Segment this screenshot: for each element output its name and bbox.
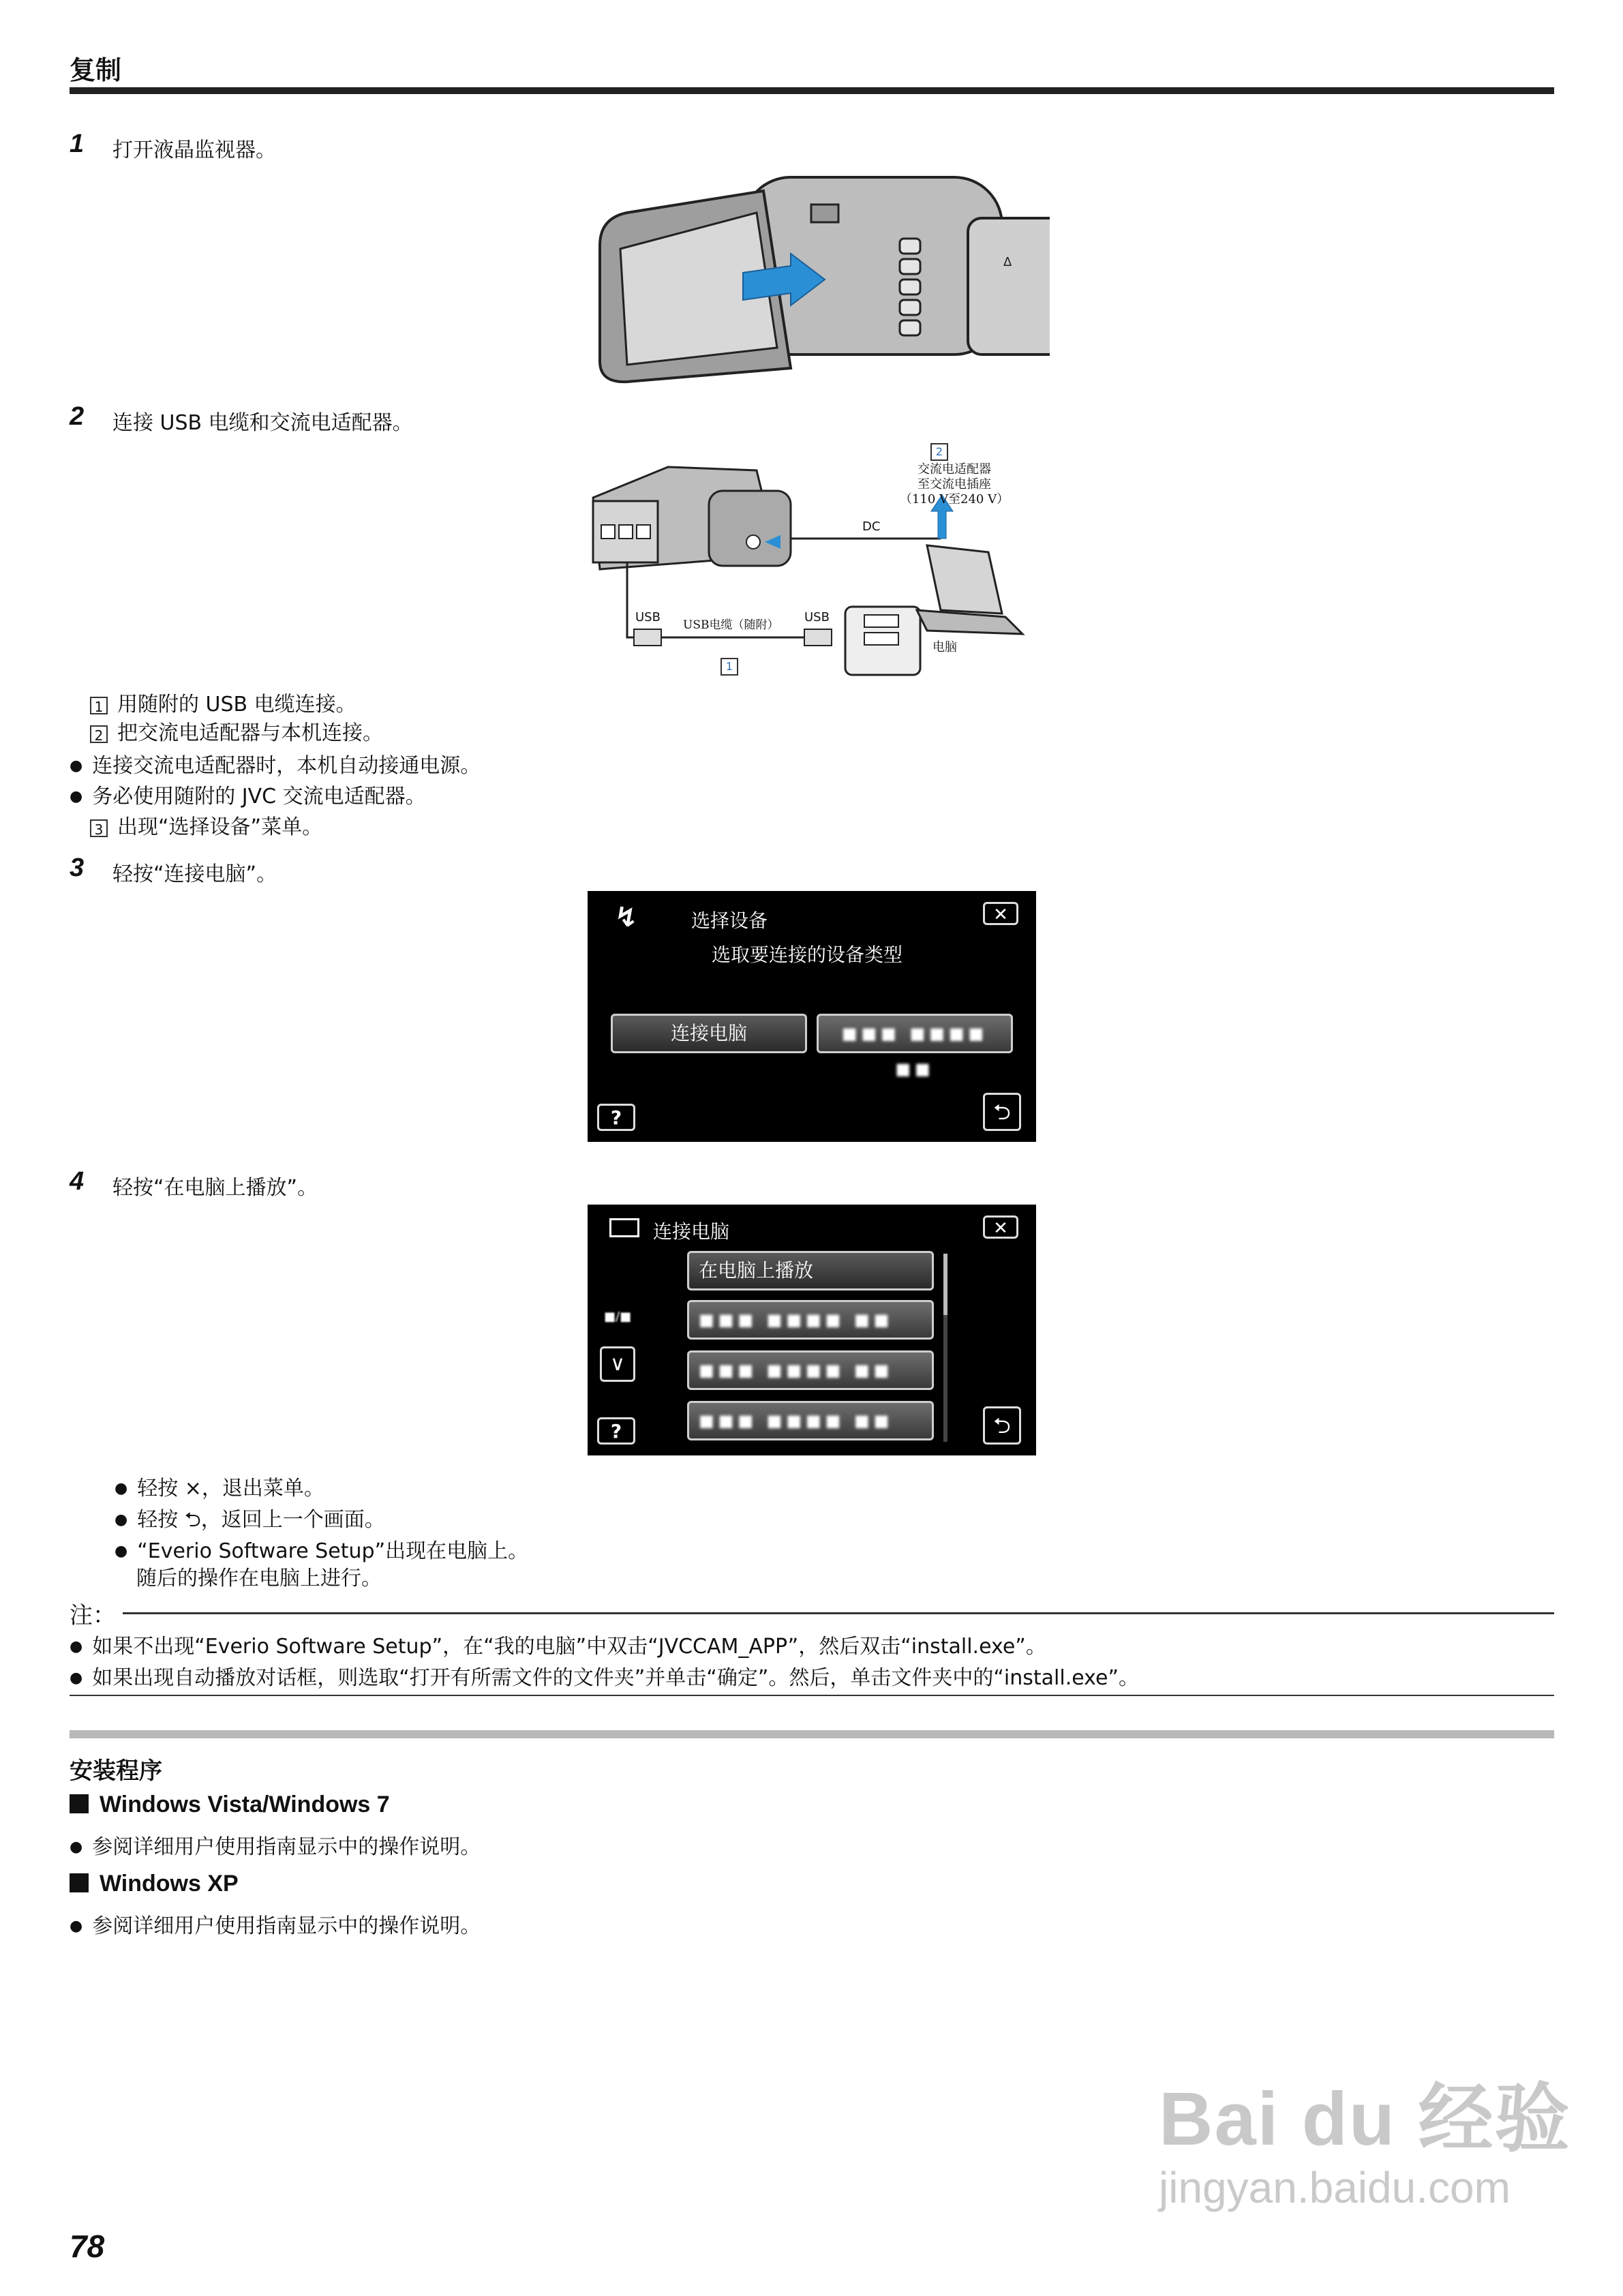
- connect-pc-screen: [588, 1205, 1036, 1455]
- screen2-title: 连接电脑: [653, 1220, 730, 1243]
- adapter-line-1: 交流电适配器: [917, 462, 991, 477]
- note-top-rule: [123, 1612, 1554, 1614]
- step-4-text: 轻按“在电脑上播放”。: [112, 1176, 318, 1200]
- note-bottom-rule: [70, 1695, 1554, 1696]
- diagram-label-2: 2: [930, 443, 948, 461]
- step2-note-1: [90, 687, 357, 717]
- menu-item-3[interactable]: [687, 1350, 934, 1390]
- monitor-icon: [609, 1218, 639, 1237]
- step-4-number: 4: [70, 1167, 85, 1196]
- step-2-number: 2: [70, 402, 85, 431]
- blurred-label: ■■■ ■■■■ ■■: [699, 1411, 894, 1430]
- page-counter: ■/■: [604, 1310, 632, 1324]
- menu-item-2[interactable]: [687, 1300, 934, 1340]
- step2-note-2: [90, 716, 383, 746]
- connect-icon: ↯: [615, 902, 638, 933]
- watermark-brand: Bai du 经验: [1159, 2077, 1571, 2161]
- step2-note-3: [90, 810, 322, 840]
- diagram-label-1: 1: [721, 658, 738, 676]
- note-item-1: ● 如果不出现“Everio Software Setup”，在“我的电脑”中双击“JVCCAM_APP”，然后双击“install.exe”。: [70, 1629, 1046, 1659]
- step2-note-2-text: 把交流电适配器与本机连接。: [117, 721, 383, 745]
- usb-cable-label: USB电缆（随附）: [683, 618, 779, 632]
- step2-note-1-text: 用随附的 USB 电缆连接。: [117, 693, 357, 716]
- blurred-label: ■■■ ■■■■ ■■: [699, 1310, 894, 1329]
- blurred-label: ■■■ ■■■■ ■■: [841, 1024, 988, 1078]
- step2-note-3-text: 出现“选择设备”菜单。: [117, 815, 323, 839]
- note-item-2: ● 如果出现自动播放对话框，则选取“打开有所需文件的文件夹”并单击“确定”。然后，单击文件夹中的“install.exe”。: [70, 1661, 1139, 1691]
- note-marker-2: 2: [90, 725, 108, 743]
- usb-right-label: USB: [804, 610, 830, 624]
- step-1-text: 打开液晶监视器。: [112, 138, 276, 162]
- step-2-text: 连接 USB 电缆和交流电适配器。: [112, 411, 413, 435]
- install-heading: 安装程序: [70, 1757, 162, 1785]
- computer-label: 电脑: [932, 640, 957, 654]
- screen1-title: 选择设备: [691, 909, 768, 932]
- xp-heading: Windows XP: [70, 1871, 239, 1897]
- camera-open-lcd-illustration: [586, 164, 1050, 389]
- step4-bullet-3-cont: 随后的操作在电脑上进行。: [136, 1567, 382, 1590]
- back-icon[interactable]: ⮌: [983, 1093, 1021, 1131]
- back-icon[interactable]: ⮌: [983, 1406, 1021, 1445]
- baidu-watermark: [1159, 2059, 1571, 2213]
- scrollbar[interactable]: [943, 1254, 947, 1442]
- page-title: 复制: [70, 55, 122, 85]
- xp-text: ● 参阅详细用户使用指南显示中的操作说明。: [70, 1909, 481, 1939]
- step4-bullet-3: ● “Everio Software Setup”出现在电脑上。: [115, 1534, 528, 1564]
- screen1-subtitle: 选取要连接的设备类型: [712, 943, 903, 966]
- note-marker-1: 1: [90, 697, 108, 714]
- step-1-number: 1: [70, 130, 85, 158]
- svg-text:Δ: Δ: [1003, 255, 1012, 269]
- help-button[interactable]: ?: [597, 1104, 635, 1131]
- note-label: 注：: [70, 1602, 116, 1629]
- step-3-number: 3: [70, 854, 85, 882]
- adapter-line-2: 至交流电插座: [917, 477, 991, 492]
- scrollbar-thumb[interactable]: [943, 1254, 947, 1315]
- other-device-button[interactable]: [817, 1014, 1013, 1078]
- adapter-caption: [893, 462, 1016, 507]
- blurred-label: ■■■ ■■■■ ■■: [699, 1361, 894, 1380]
- note-marker-3: 3: [90, 819, 108, 837]
- title-rule: [70, 87, 1554, 94]
- step4-bullet-1: ● 轻按 ×，退出菜单。: [115, 1471, 324, 1501]
- close-icon[interactable]: ✕: [983, 902, 1018, 925]
- step2-bullet-2: ● 务必使用随附的 JVC 交流电适配器。: [70, 779, 426, 809]
- step-3-text: 轻按“连接电脑”。: [112, 862, 277, 886]
- play-on-pc-button[interactable]: 在电脑上播放: [687, 1251, 934, 1290]
- section-bar: [70, 1730, 1554, 1738]
- step4-bullet-2: ● 轻按 ⮌，返回上一个画面。: [115, 1502, 385, 1539]
- page-number: 78: [70, 2229, 105, 2264]
- select-device-screen: [588, 891, 1036, 1142]
- dc-label: DC: [862, 519, 881, 534]
- vista-heading: Windows Vista/Windows 7: [70, 1792, 390, 1818]
- adapter-line-3: （110 V至240 V）: [899, 492, 1010, 507]
- chevron-down-icon[interactable]: ∨: [600, 1346, 635, 1382]
- step2-bullet-1: ● 连接交流电适配器时，本机自动接通电源。: [70, 749, 481, 779]
- connect-pc-button[interactable]: 连接电脑: [611, 1014, 807, 1053]
- usb-left-label: USB: [635, 610, 661, 624]
- menu-item-4[interactable]: [687, 1401, 934, 1440]
- help-button[interactable]: ?: [597, 1417, 635, 1445]
- connection-diagram: [586, 436, 1077, 682]
- close-icon[interactable]: ✕: [983, 1215, 1018, 1239]
- watermark-url: jingyan.baidu.com: [1159, 2163, 1511, 2212]
- vista-text: ● 参阅详细用户使用指南显示中的操作说明。: [70, 1830, 481, 1860]
